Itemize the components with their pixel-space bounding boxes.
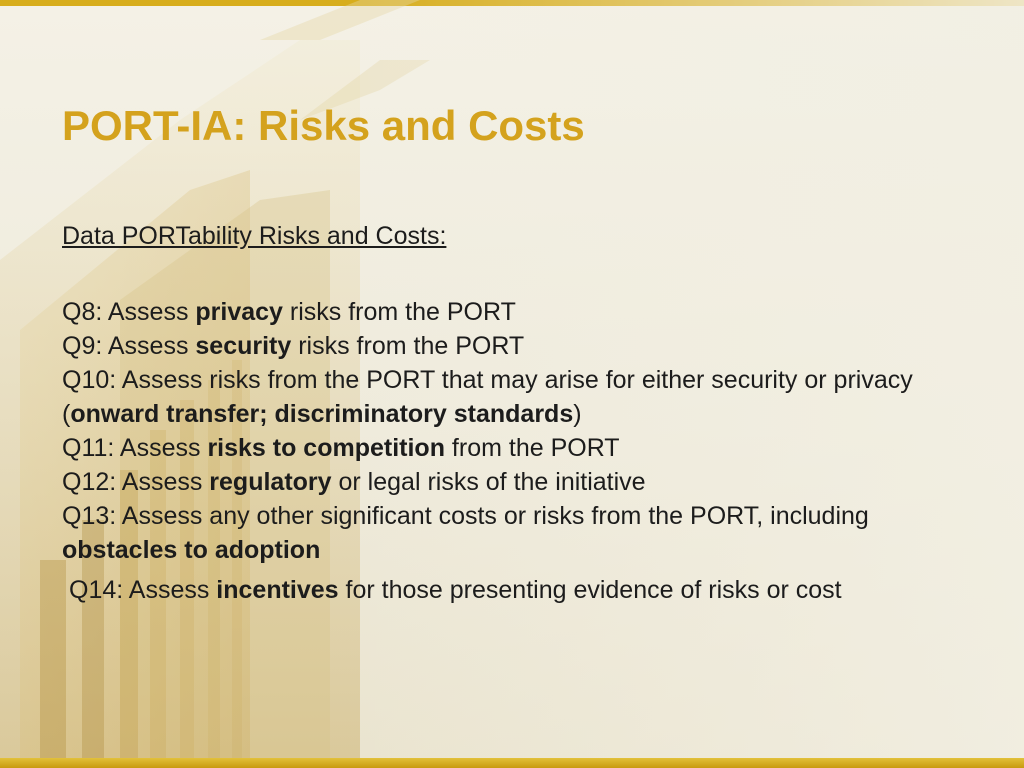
q13-keyword: obstacles to adoption [62, 536, 321, 564]
q10-text: Q10: Assess risks from the PORT that may arise for either security or privacy ( [62, 366, 913, 428]
q8-text: Q8: Assess [62, 298, 196, 326]
q12-keyword: regulatory [209, 468, 332, 496]
q14-text-end: for those presenting evidence of risks or cost [338, 576, 842, 604]
slide-title: PORT-IA: Risks and Costs [62, 102, 585, 149]
bottom-accent-bar [0, 758, 1024, 768]
question-q10 [62, 363, 962, 431]
q11-text: Q11: Assess [62, 434, 208, 462]
question-q14 [62, 573, 962, 607]
q14-keyword: incentives [216, 576, 339, 604]
q8-keyword: privacy [195, 298, 283, 326]
q12-text: Q12: Assess [62, 468, 210, 496]
q9-text-end: risks from the PORT [291, 332, 525, 360]
q10-text-end: ) [573, 400, 582, 428]
q8-text-end: risks from the PORT [282, 298, 516, 326]
q9-keyword: security [195, 332, 292, 360]
q12-text-end: or legal risks of the initiative [331, 468, 646, 496]
q10-keyword: onward transfer; discriminatory standards [70, 400, 574, 428]
question-q12 [62, 465, 962, 499]
question-q13 [62, 499, 962, 567]
q11-text-end: from the PORT [444, 434, 620, 462]
question-q9 [62, 329, 962, 363]
section-subtitle: Data PORTability Risks and Costs: [62, 222, 447, 250]
question-q8 [62, 295, 962, 329]
question-list [62, 295, 962, 607]
q13-text: Q13: Assess any other significant costs or risks from the PORT, including [62, 502, 869, 530]
question-q11 [62, 431, 962, 465]
q9-text: Q9: Assess [62, 332, 196, 360]
q11-keyword: risks to competition [207, 434, 445, 462]
q14-text: Q14: Assess [69, 576, 217, 604]
